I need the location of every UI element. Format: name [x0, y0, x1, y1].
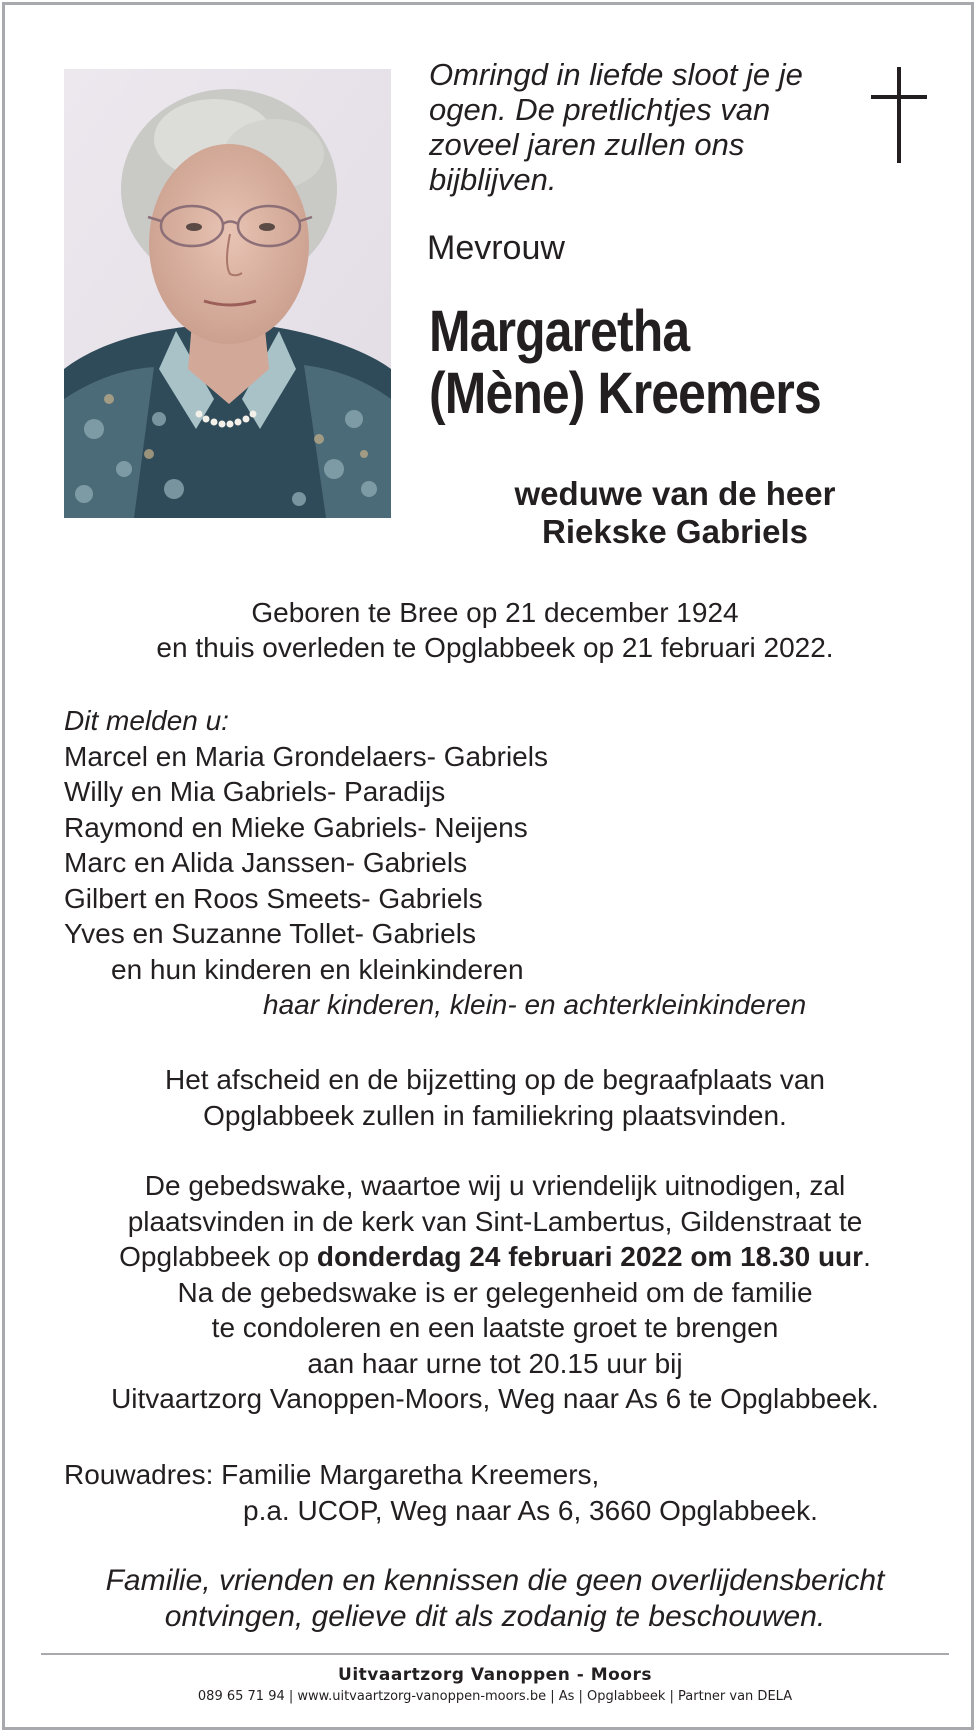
spouse-name: Riekske Gabriels	[542, 513, 808, 550]
closing-notice	[45, 1563, 945, 1635]
wake-line: De gebedswake, waartoe wij u vriendelijk uitnodigen, zal	[144, 1170, 846, 1201]
deceased-name-line: Margaretha	[429, 299, 690, 364]
deceased-name	[429, 301, 876, 425]
deceased-name-line: (Mène) Kreemers	[429, 361, 821, 426]
family-member: Raymond en Mieke Gabriels- Neijens	[64, 811, 528, 843]
farewell-info	[45, 1062, 945, 1134]
obituary-card	[2, 2, 974, 1730]
funeral-home-name: Uitvaartzorg Vanoppen - Moors	[338, 1665, 652, 1685]
quote-line: bijblijven.	[429, 162, 557, 197]
wake-line: te condoleren en een laatste groet te brengen	[211, 1312, 779, 1343]
address-line: p.a. UCOP, Weg naar As 6, 3660 Opglabbeek.	[243, 1495, 818, 1526]
mourning-address	[64, 1457, 944, 1529]
wake-date-line	[35, 1239, 955, 1275]
footer-divider	[41, 1653, 949, 1655]
spouse-info	[445, 475, 905, 551]
family-member: Marc en Alida Janssen- Gabriels	[64, 847, 468, 878]
family-member: Gilbert en Roos Smeets- Gabriels	[64, 882, 483, 914]
wake-line-suffix: .	[863, 1241, 871, 1272]
family-member: Marcel en Maria Grondelaers- Gabriels	[64, 740, 548, 772]
honorific: Mevrouw	[427, 229, 565, 267]
latin-cross-icon	[871, 67, 927, 163]
notice-line: ontvingen, gelieve dit als zodanig te beschouwen.	[164, 1600, 826, 1633]
death-line: en thuis overleden te Opglabbeek op 21 februari 2022.	[156, 632, 834, 663]
prayer-wake-info	[35, 1168, 955, 1417]
grandchildren-line: en hun kinderen en kleinkinderen	[111, 953, 524, 985]
family-closing: haar kinderen, klein- en achterkleinkinderen	[263, 989, 807, 1020]
birth-line: Geboren te Bree op 21 december 1924	[251, 597, 739, 628]
quote-line: Omringd in liefde sloot je je	[429, 57, 803, 92]
quote-line: ogen. De pretlichtjes van	[429, 92, 771, 127]
wake-line: aan haar urne tot 20.15 uur bij	[307, 1347, 683, 1379]
family-intro: Dit melden u:	[64, 705, 229, 736]
farewell-line: Het afscheid en de bijzetting op de begraafplaats van	[164, 1064, 825, 1095]
wake-line: Na de gebedswake is er gelegenheid om de familie	[177, 1276, 813, 1308]
funeral-home-contact: 089 65 71 94 | www.uitvaartzorg-vanoppen-moors.be | As | Opglabbeek | Partner van DELA	[197, 1689, 793, 1704]
address-line: Rouwadres: Familie Margaretha Kreemers,	[64, 1459, 600, 1490]
memorial-quote	[429, 57, 809, 197]
portrait-photo	[64, 69, 391, 518]
spouse-line: weduwe van de heer	[514, 475, 836, 512]
notice-line: Familie, vrienden en kennissen die geen overlijdensbericht	[105, 1564, 885, 1597]
family-member: Yves en Suzanne Tollet- Gabriels	[64, 918, 476, 949]
wake-line: Uitvaartzorg Vanoppen-Moors, Weg naar As 6 te Opglabbeek.	[111, 1383, 879, 1414]
family-member: Willy en Mia Gabriels- Paradijs	[64, 776, 446, 807]
birth-death-info	[45, 595, 945, 665]
quote-line: zoveel jaren zullen ons	[429, 127, 745, 162]
farewell-line: Opglabbeek zullen in familiekring plaatsvinden.	[203, 1100, 787, 1131]
wake-datetime: donderdag 24 februari 2022 om 18.30 uur	[316, 1241, 864, 1272]
wake-line-prefix: Opglabbeek op	[119, 1241, 317, 1272]
family-announcement	[64, 703, 944, 1023]
wake-line: plaatsvinden in de kerk van Sint-Lambertus, Gildenstraat te	[127, 1205, 863, 1237]
